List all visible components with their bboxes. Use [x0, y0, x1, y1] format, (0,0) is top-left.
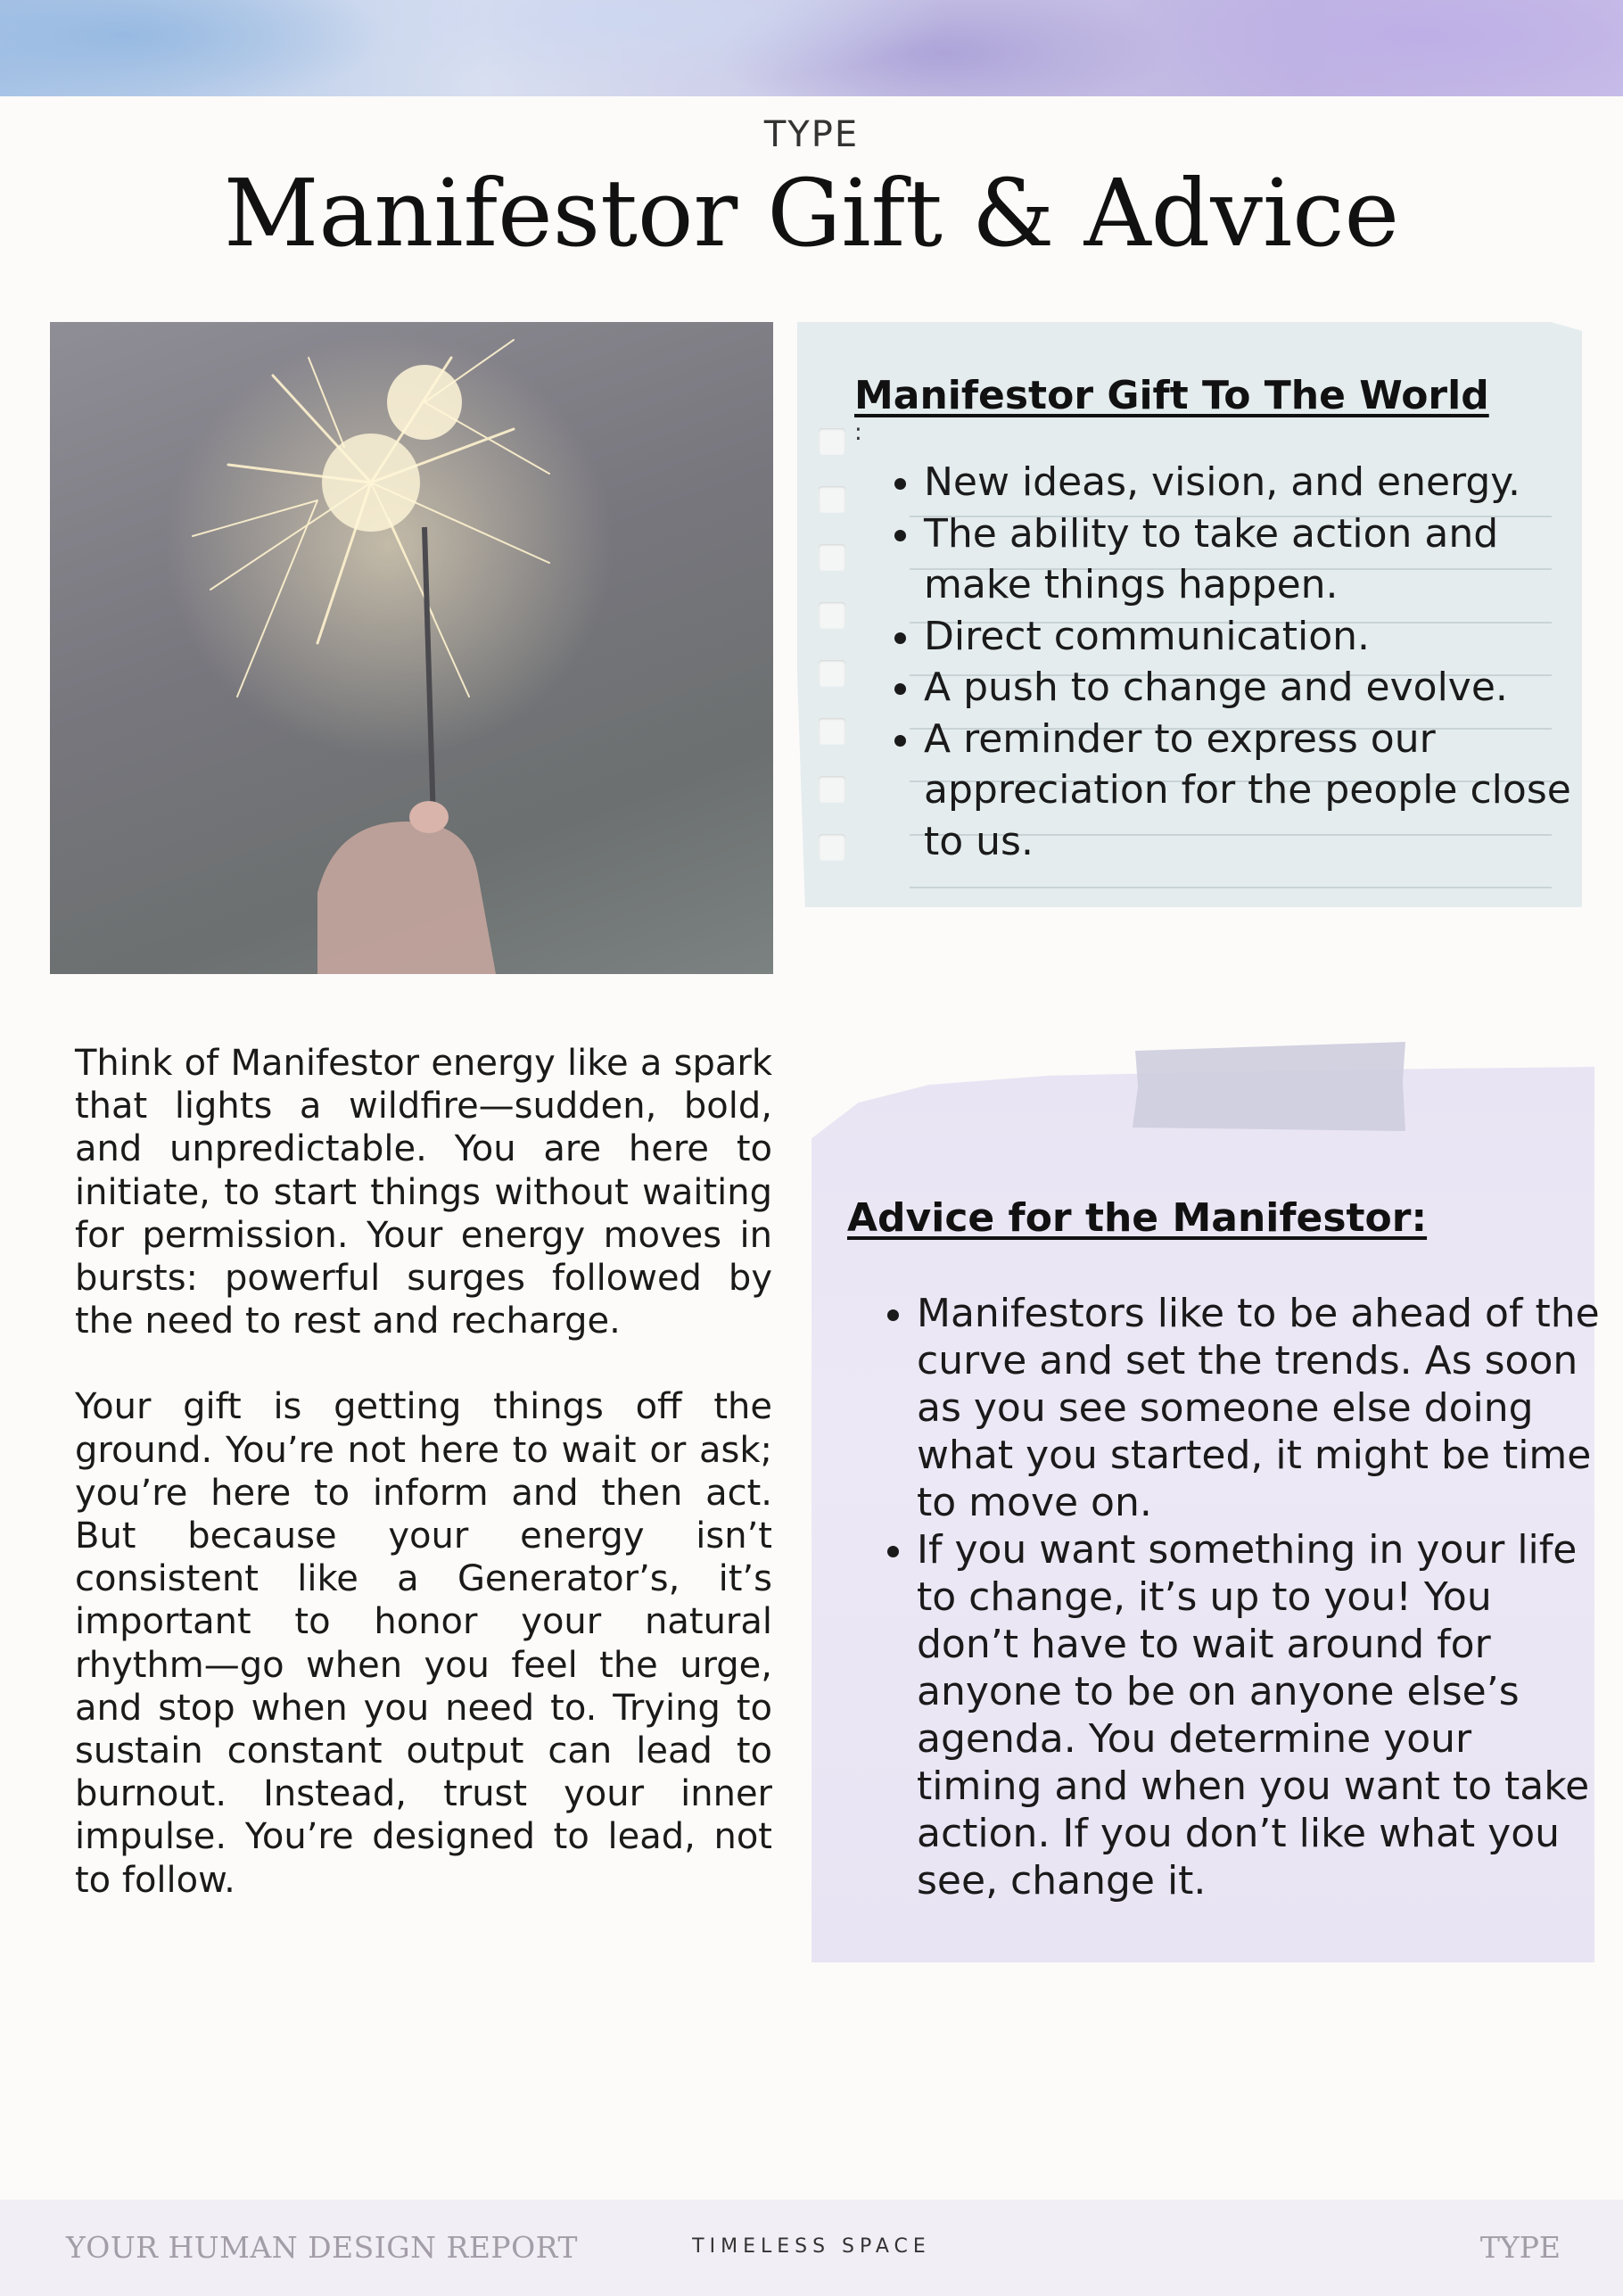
footer-report-label: YOUR HUMAN DESIGN REPORT — [66, 2230, 578, 2265]
list-item: • New ideas, vision, and energy. — [924, 457, 1602, 508]
watercolor-banner — [0, 0, 1623, 96]
footer-section-label: TYPE — [1479, 2230, 1561, 2265]
gift-card-heading: Manifestor Gift To The World — [854, 373, 1489, 418]
list-item: • If you want something in your life to change, it’s up to you! You don’t have to wait around for anyone to be on anyone else’s agenda. You determine your timing and when you want to take action. If you don’t like what you see, change it. — [917, 1526, 1603, 1904]
page-eyebrow: TYPE — [763, 114, 860, 155]
body-text — [75, 1042, 772, 1945]
list-item: • Manifestors like to be ahead of the curve and set the trends. As soon as you see someone else doing what you started, it might be time to move on. — [917, 1290, 1603, 1526]
sparkler-photo — [50, 322, 773, 974]
gift-list — [883, 457, 1602, 867]
page-title: Manifestor Gift & Advice — [223, 159, 1400, 268]
list-item: • Direct communication. — [924, 611, 1602, 663]
footer-brand: TIMELESS SPACE — [692, 2235, 931, 2258]
list-item: • A reminder to express our appreciation for the people close to us. — [924, 714, 1602, 868]
list-item: • A push to change and evolve. — [924, 662, 1602, 714]
body-paragraph: Your gift is getting things off the ground. You’re not here to wait or ask; you’re here to inform and then act. But because your energy isn’t consistent like a Generator’s, it’s important to honor your natural rhythm—go when you feel the urge, and stop when you need to. Trying to sustain constant output can lead to burnout. Instead, trust your inner impulse. You’re designed to lead, not to follow. — [75, 1386, 772, 1901]
advice-card-heading: Advice for the Manifestor: — [847, 1195, 1428, 1241]
gift-card-colon: : — [854, 419, 862, 446]
advice-list — [874, 1290, 1603, 1904]
list-item: • The ability to take action and make things happen. — [924, 508, 1602, 611]
tape-strip — [1133, 1042, 1405, 1131]
body-paragraph: Think of Manifestor energy like a spark that lights a wildfire—sudden, bold, and unpredictable. You are here to initiate, to start things without waiting for permission. Your energy moves in bursts: powerful surges followed by the need to rest and recharge. — [75, 1043, 772, 1342]
